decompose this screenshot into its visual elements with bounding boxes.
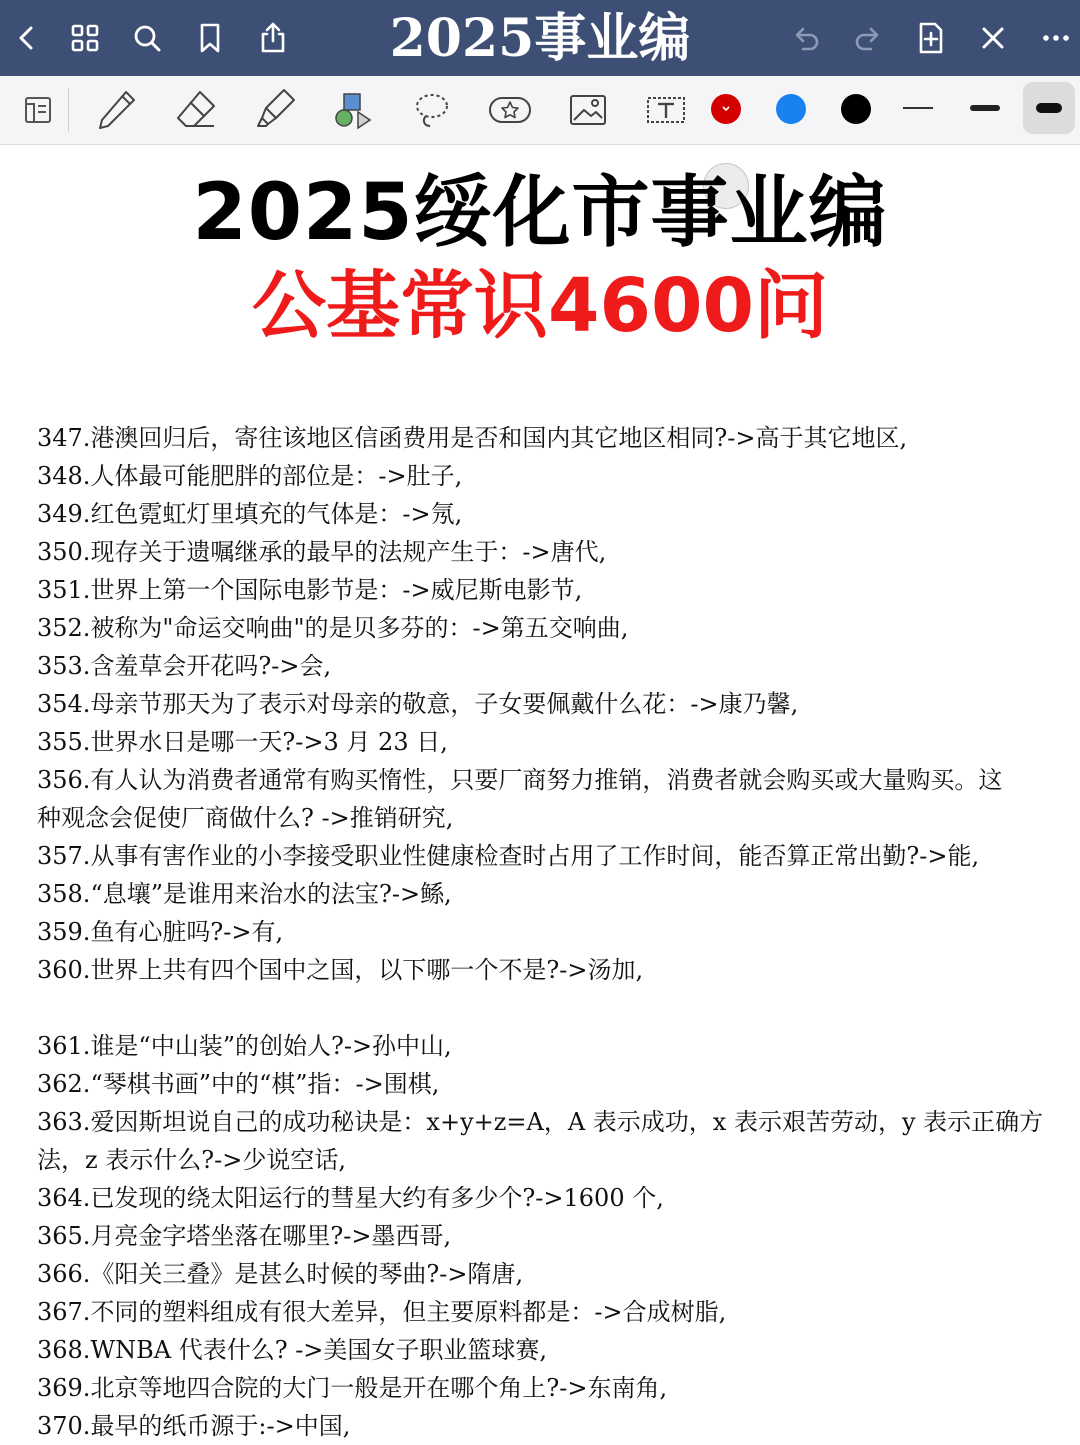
question-line: 356.有人认为消费者通常有购买惰性，只要厂商努力推销，消费者就会购买或大量购买。这 (37, 766, 1003, 794)
question-line: 364.已发现的绕太阳运行的彗星大约有多少个?->1600 个, (37, 1184, 664, 1212)
page-heading: 2025绥化市事业编 (192, 168, 888, 258)
question-line: 353.含羞草会开花吗?->会, (37, 652, 332, 680)
question-line: 359.鱼有心脏吗?->有, (37, 918, 284, 946)
question-line: 种观念会促使厂商做什么? ->推销研究, (37, 804, 454, 832)
question-line: 365.月亮金字塔坐落在哪里?->墨西哥, (37, 1222, 452, 1250)
page-view-icon[interactable] (8, 80, 68, 140)
question-line: 355.世界水日是哪一天?->3 月 23 日, (37, 728, 448, 756)
color-black-swatch[interactable] (841, 94, 871, 124)
undo-icon[interactable] (780, 12, 832, 64)
image-icon[interactable] (558, 80, 618, 140)
grid-icon[interactable] (59, 12, 111, 64)
question-line: 358.“息壤”是谁用来治水的法宝?->鲧, (37, 880, 452, 908)
stroke-medium-option[interactable] (970, 105, 1000, 111)
question-line: 348.人体最可能肥胖的部位是：->肚子, (37, 462, 463, 490)
question-line: 349.红色霓虹灯里填充的气体是：->氖, (37, 500, 463, 528)
question-line: 357.从事有害作业的小李接受职业性健康检查时占用了工作时间，能否算正常出勤?->能, (37, 842, 980, 870)
question-line: 法，z 表示什么?->少说空话, (37, 1146, 346, 1174)
document-title[interactable]: 2025事业编 (389, 8, 691, 69)
add-page-icon[interactable] (905, 12, 957, 64)
question-line: 367.不同的塑料组成有很大差异，但主要原料都是：->合成树脂, (37, 1298, 727, 1326)
question-line: 363.爱因斯坦说自己的成功秘诀是：x+y+z=A，A 表示成功，x 表示艰苦劳动，y 表示正确方 (37, 1108, 1044, 1136)
toolbar-divider (68, 88, 69, 132)
stroke-thin-option[interactable] (903, 107, 933, 109)
question-line: 361.谁是“中山装”的创始人?->孙中山, (37, 1032, 452, 1060)
shapes-icon[interactable] (322, 80, 382, 140)
sticker-icon[interactable] (480, 80, 540, 140)
share-icon[interactable] (247, 12, 299, 64)
pen-icon[interactable] (86, 80, 146, 140)
eraser-icon[interactable] (166, 80, 226, 140)
question-line: 351.世界上第一个国际电影节是：->威尼斯电影节, (37, 576, 583, 604)
more-icon[interactable] (1030, 12, 1080, 64)
search-icon[interactable] (121, 12, 173, 64)
question-line: 360.世界上共有四个国中之国，以下哪一个不是?->汤加, (37, 956, 644, 984)
top-bar (0, 0, 1080, 76)
chevron-down-icon (720, 103, 732, 115)
question-line: 366.《阳关三叠》是甚么时候的琴曲?->隋唐, (37, 1260, 524, 1288)
question-line: 362.“琴棋书画”中的“棋”指：->围棋, (37, 1070, 440, 1098)
stroke-thick-option[interactable] (1036, 103, 1062, 113)
annotation-toolbar (0, 76, 1080, 145)
highlighter-icon[interactable] (246, 80, 306, 140)
lasso-icon[interactable] (402, 80, 462, 140)
question-line: 370.最早的纸币源于:->中国, (37, 1412, 351, 1440)
paragraph-gap (37, 989, 1057, 1027)
close-icon[interactable] (967, 12, 1019, 64)
question-line: 369.北京等地四合院的大门一般是开在哪个角上?->东南角, (37, 1374, 668, 1402)
color-blue-swatch[interactable] (776, 94, 806, 124)
question-line: 352.被称为"命运交响曲"的是贝多芬的：->第五交响曲, (37, 614, 629, 642)
page-subheading: 公基常识4600问 (252, 263, 828, 349)
back-icon[interactable] (0, 12, 52, 64)
question-line: 350.现存关于遗嘱继承的最早的法规产生于：->唐代, (37, 538, 607, 566)
question-list (37, 419, 1057, 1445)
question-line: 347.港澳回归后，寄往该地区信函费用是否和国内其它地区相同?->高于其它地区, (37, 424, 908, 452)
redo-icon[interactable] (842, 12, 894, 64)
bookmark-icon[interactable] (184, 12, 236, 64)
question-line: 354.母亲节那天为了表示对母亲的敬意，子女要佩戴什么花：->康乃馨, (37, 690, 799, 718)
question-line: 368.WNBA 代表什么? ->美国女子职业篮球赛, (37, 1336, 548, 1364)
text-box-icon[interactable] (636, 80, 696, 140)
